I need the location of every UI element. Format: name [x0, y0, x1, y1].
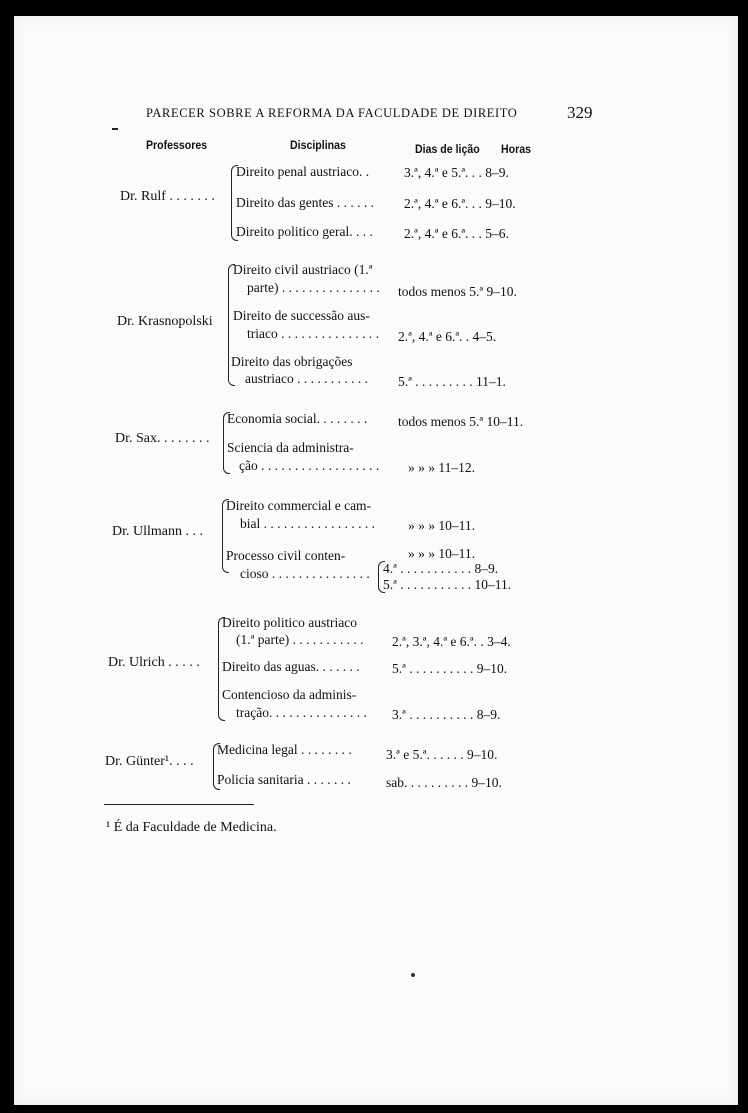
discipline-line: Direito civil austriaco (1.ª	[233, 262, 373, 277]
column-header-days: Dias de lição	[415, 144, 480, 156]
footnote: ¹ É da Faculdade de Medicina.	[106, 820, 277, 835]
schedule-line: » » » 11–12.	[408, 460, 475, 475]
discipline-line: Direito politico austriaco	[222, 615, 357, 630]
discipline-line: Direito das aguas. . . . . . .	[222, 659, 360, 674]
schedule-line: 5.ª . . . . . . . . . . 9–10.	[392, 661, 508, 676]
page-number: 329	[567, 103, 593, 122]
discipline-line: Direito penal austriaco. .	[236, 164, 370, 179]
ink-speck	[411, 973, 415, 977]
discipline-line: bial . . . . . . . . . . . . . . . . .	[240, 516, 375, 531]
discipline-line: Policia sanitaria . . . . . . .	[217, 772, 351, 787]
schedule-line: 5.ª . . . . . . . . . 11–1.	[398, 374, 506, 389]
schedule-line: todos menos 5.ª 10–11.	[398, 414, 524, 429]
discipline-line: Direito das obrigações	[231, 354, 353, 369]
professor-name: Dr. Krasnopolski	[117, 314, 213, 329]
schedule-line: 2.ª, 4.ª e 6.ª. . 4–5.	[398, 329, 497, 344]
schedule-line: » » » 10–11.	[408, 518, 475, 533]
discipline-line: ção . . . . . . . . . . . . . . . . . .	[239, 458, 380, 473]
discipline-line: parte) . . . . . . . . . . . . . . .	[247, 280, 380, 295]
discipline-line: Medicina legal . . . . . . . .	[217, 742, 352, 757]
schedule-line: sab. . . . . . . . . . 9–10.	[386, 775, 502, 790]
professor-name: Dr. Günter¹. . . .	[105, 754, 194, 769]
discipline-line: austriaco . . . . . . . . . . .	[245, 371, 368, 386]
ink-mark	[112, 128, 118, 130]
schedule-line: 3.ª . . . . . . . . . . 8–9.	[392, 707, 501, 722]
professor-name: Dr. Ullmann . . .	[112, 524, 203, 539]
professor-name: Dr. Sax. . . . . . . .	[115, 431, 210, 446]
schedule-line: todos menos 5.ª 9–10.	[398, 284, 517, 299]
discipline-line: triaco . . . . . . . . . . . . . . .	[247, 326, 379, 341]
professor-name: Dr. Ulrich . . . . .	[108, 655, 200, 670]
schedule-line: 5.ª . . . . . . . . . . . 10–11.	[383, 577, 512, 592]
discipline-line: cioso . . . . . . . . . . . . . . .	[240, 566, 370, 581]
discipline-line: Direito commercial e cam-	[226, 498, 372, 513]
schedule-line: 2.ª, 3.ª, 4.ª e 6.ª. . 3–4.	[392, 634, 511, 649]
footnote-rule	[104, 804, 254, 805]
column-header-disciplines: Disciplinas	[290, 140, 346, 152]
schedule-line: 4.ª . . . . . . . . . . . 8–9.	[383, 561, 499, 576]
discipline-line: Direito das gentes . . . . . .	[236, 195, 374, 210]
discipline-line: tração. . . . . . . . . . . . . . .	[236, 705, 367, 720]
schedule-line: » » » 10–11.	[408, 546, 475, 561]
discipline-line: Direito de successão aus-	[233, 308, 370, 323]
discipline-line: Economia social. . . . . . . .	[227, 411, 368, 426]
discipline-line: Direito politico geral. . . .	[236, 224, 373, 239]
discipline-line: (1.ª parte) . . . . . . . . . . .	[236, 632, 364, 647]
discipline-line: Processo civil conten-	[226, 548, 346, 563]
column-header-hours: Horas	[501, 144, 532, 156]
professor-name: Dr. Rulf . . . . . . .	[120, 189, 215, 204]
schedule-line: 3.ª, 4.ª e 5.ª. . . 8–9.	[404, 165, 509, 180]
schedule-line: 3.ª e 5.ª. . . . . . 9–10.	[386, 747, 498, 762]
running-title: PARECER SOBRE A REFORMA DA FACULDADE DE DIREITO	[146, 106, 518, 120]
schedule-line: 2.ª, 4.ª e 6.ª. . . 9–10.	[404, 196, 516, 211]
schedule-line: 2.ª, 4.ª e 6.ª. . . 5–6.	[404, 226, 509, 241]
column-header-professors: Professores	[146, 140, 208, 152]
discipline-line: Contencioso da adminis-	[222, 687, 357, 702]
discipline-line: Sciencia da administra-	[227, 440, 354, 455]
book-page	[14, 16, 738, 1105]
